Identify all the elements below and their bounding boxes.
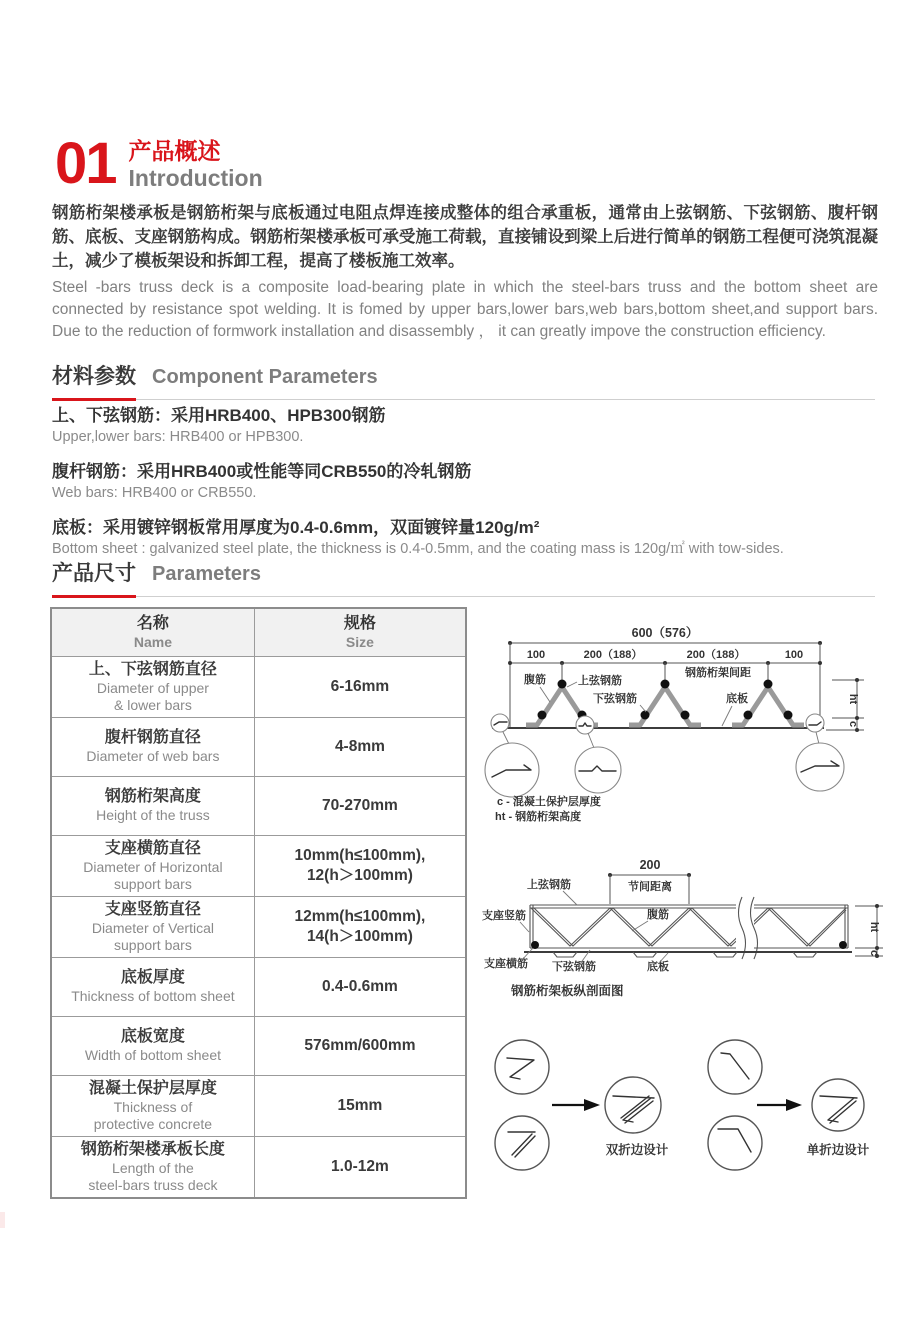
material-item xyxy=(52,460,878,503)
column-header-size xyxy=(254,608,466,656)
materials-list xyxy=(52,404,878,572)
horizontal-support-label: 支座横筋 xyxy=(484,958,528,970)
param-name-cell xyxy=(51,776,254,835)
materials-heading xyxy=(52,360,875,400)
param-zh: 混凝土保护层厚度 xyxy=(88,1079,217,1097)
table-header-row xyxy=(51,608,466,656)
param-name-cell xyxy=(51,896,254,957)
param-name-cell xyxy=(51,717,254,776)
param-zh: 支座竖筋直径 xyxy=(104,900,201,918)
truss-spacing-label: 钢筋桁架间距 xyxy=(685,667,751,679)
col-name-en: Name xyxy=(133,633,172,650)
intro-title-en: Introduction xyxy=(128,165,263,191)
web-bar-label: 腹筋 xyxy=(647,909,669,921)
param-zh: 上、下弦钢筋直径 xyxy=(88,660,217,678)
dimensions-heading xyxy=(52,557,875,597)
param-en: Diameter of Horizontal support bars xyxy=(83,858,223,892)
lower-bar-label: 下弦钢筋 xyxy=(593,693,637,705)
material-item-zh: 底板：采用镀锌钢板常用厚度为0.4-0.6mm，双面镀锌量120g/m² xyxy=(52,518,540,537)
dimensions-heading-zh: 产品尺寸 xyxy=(52,562,136,585)
intro-paragraph-zh: 钢筋桁架楼承板是钢筋桁架与底板通过电阻点焊连接成整体的组合承重板，通常由上弦钢筋、下弦钢筋、腹杆钢筋、底板、支座钢筋构成。钢筋桁架楼承板可承受施工荷载，直接铺设到梁上后进行简单的钢筋工程便可浇筑混凝土，减少了模板架设和拆卸工程，提高了楼板施工效率。 xyxy=(52,204,878,270)
seam-detail-circle xyxy=(708,1116,762,1170)
material-item xyxy=(52,404,878,447)
param-size-cell: 6-16mm xyxy=(254,656,466,717)
dim-seg4: 100 xyxy=(784,649,804,661)
dim-total-label: 600（576） xyxy=(631,626,699,640)
param-en: Thickness of protective concrete xyxy=(93,1098,213,1132)
ht-dim-label: ht xyxy=(847,693,859,705)
dimension-lines xyxy=(608,858,691,904)
truss-body xyxy=(524,897,852,959)
param-en: Diameter of web bars xyxy=(86,748,220,764)
param-size-cell: 0.4-0.6mm xyxy=(254,957,466,1016)
panel-dim-label: 节间距离 xyxy=(628,881,672,893)
height-dimension xyxy=(855,904,883,958)
vertical-support-label: 支座竖筋 xyxy=(482,910,526,922)
param-name-cell xyxy=(51,957,254,1016)
param-name-cell xyxy=(51,835,254,896)
web-bar-label: 腹筋 xyxy=(524,674,546,686)
intro-header xyxy=(55,131,263,196)
single-hem-group xyxy=(708,1040,870,1170)
param-size-cell: 576mm/600mm xyxy=(254,1016,466,1075)
material-item-zh: 上、下弦钢筋：采用HRB400、HPB300钢筋 xyxy=(52,406,386,425)
table-row xyxy=(51,776,466,835)
table-row xyxy=(51,835,466,896)
param-en: Height of the truss xyxy=(96,807,210,823)
hem-design-diagram xyxy=(480,1035,920,1185)
table-row xyxy=(51,717,466,776)
param-size-cell: 12mm(h≤100mm), 14(h＞100mm) xyxy=(254,896,466,957)
bottom-sheet-label: 底板 xyxy=(647,961,669,973)
material-item-en: Upper,lower bars: HRB400 or HPB300. xyxy=(52,429,304,445)
table-row xyxy=(51,1016,466,1075)
ht-dim-label: ht xyxy=(868,921,880,933)
heading-red-underline xyxy=(52,595,136,598)
param-zh: 钢筋桁架楼承板长度 xyxy=(80,1140,225,1158)
c-dim-label: c xyxy=(847,720,859,728)
param-size-cell: 4-8mm xyxy=(254,717,466,776)
material-item-zh: 腹杆钢筋：采用HRB400或性能等同CRB550的冷轧钢筋 xyxy=(52,462,472,481)
height-dimension xyxy=(826,678,864,732)
double-hem-label: 双折边设计 xyxy=(605,1143,669,1157)
dimensions-heading-en: Parameters xyxy=(152,563,261,585)
legend xyxy=(495,794,601,823)
column-header-name xyxy=(51,608,254,656)
param-zh: 支座横筋直径 xyxy=(104,839,201,857)
col-size-zh: 规格 xyxy=(343,614,376,632)
param-name-cell xyxy=(51,656,254,717)
c-dim-label: c xyxy=(868,949,880,957)
upper-bar-label: 上弦钢筋 xyxy=(527,879,571,891)
param-name-cell xyxy=(51,1016,254,1075)
seam-detail-circle xyxy=(708,1040,762,1094)
param-en: Diameter of Vertical support bars xyxy=(91,919,214,953)
param-zh: 腹杆钢筋直径 xyxy=(104,729,201,746)
dim-seg3: 200（188） xyxy=(686,649,746,661)
parameters-table xyxy=(50,607,467,1199)
section-caption: 钢筋桁架板纵剖面图 xyxy=(511,984,624,998)
col-name-zh: 名称 xyxy=(136,614,169,632)
dim-seg1: 100 xyxy=(526,649,546,661)
materials-heading-en: Component Parameters xyxy=(152,366,378,388)
panel-dim: 200 xyxy=(639,858,661,872)
param-size-cell: 15mm xyxy=(254,1075,466,1136)
truss-longitudinal-section-diagram xyxy=(480,852,920,1012)
upper-bar-label: 上弦钢筋 xyxy=(578,675,622,687)
param-en: Diameter of upper & lower bars xyxy=(96,679,209,713)
material-item xyxy=(52,516,878,559)
param-en: Width of bottom sheet xyxy=(84,1047,222,1063)
intro-paragraph-en: Steel -bars truss deck is a composite load-bearing plate in which the steel-bars truss and the bottom sheet are connected by resistance spot welding. It is fomed by upper bars,lower bars,web bars,bottom sheet,and support bars. Due to the reduction of formwork installation and disassembly ， it can greatly impove the construction efficiency. xyxy=(52,279,878,340)
legend-c: c - 混凝土保护层厚度 xyxy=(497,796,601,808)
bottom-sheet-label: 底板 xyxy=(726,693,748,705)
section-number: 01 xyxy=(55,131,116,196)
param-zh: 钢筋桁架高度 xyxy=(104,788,201,805)
double-hem-result-circle xyxy=(605,1077,661,1133)
lower-bar-label: 下弦钢筋 xyxy=(552,961,596,973)
table-row xyxy=(51,957,466,1016)
param-zh: 底板厚度 xyxy=(120,969,185,986)
double-hem-group xyxy=(495,1040,669,1170)
param-size-cell: 70-270mm xyxy=(254,776,466,835)
param-name-cell xyxy=(51,1075,254,1136)
table-row xyxy=(51,1136,466,1198)
legend-ht: ht - 钢筋桁架高度 xyxy=(495,811,582,823)
truss-cross-section-diagram xyxy=(480,620,920,832)
table-row xyxy=(51,656,466,717)
material-item-en: Bottom sheet : galvanized steel plate, the thickness is 0.4-0.5mm, and the coating mass is 120g/㎡ with tow-sides. xyxy=(52,541,784,557)
part-labels xyxy=(524,672,748,726)
intro-titles xyxy=(129,136,263,191)
single-hem-label: 单折边设计 xyxy=(806,1143,870,1157)
param-size-cell: 10mm(h≤100mm), 12(h＞100mm) xyxy=(254,835,466,896)
material-item-en: Web bars: HRB400 or CRB550. xyxy=(52,485,257,501)
dim-seg2: 200（188） xyxy=(583,649,643,661)
table-row xyxy=(51,1075,466,1136)
single-hem-result-circle xyxy=(812,1079,864,1131)
seam-detail-circle xyxy=(495,1116,549,1170)
table-row xyxy=(51,896,466,957)
param-zh: 底板宽度 xyxy=(120,1028,185,1045)
col-size-en: Size xyxy=(345,633,374,650)
param-size-cell: 1.0-12m xyxy=(254,1136,466,1198)
param-en: Length of the steel-bars truss deck xyxy=(88,1159,218,1193)
dimension-lines xyxy=(508,625,822,727)
page-edge-mark xyxy=(0,1212,5,1228)
heading-red-underline xyxy=(52,398,136,401)
seam-detail-circle xyxy=(495,1040,549,1094)
param-name-cell xyxy=(51,1136,254,1198)
materials-heading-zh: 材料参数 xyxy=(52,365,136,388)
intro-title-zh: 产品概述 xyxy=(128,138,221,164)
param-en: Thickness of bottom sheet xyxy=(71,988,235,1004)
